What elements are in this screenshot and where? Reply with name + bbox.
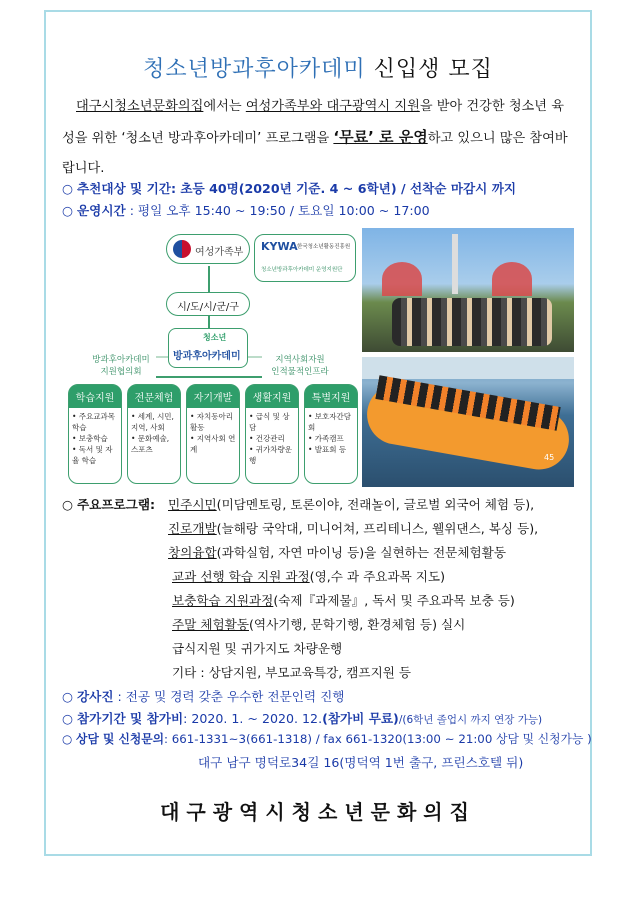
academy-top: 청소년 [203,333,227,342]
korea-emblem-icon [173,240,191,258]
category-item: • 자치동아리 활동 [190,412,234,432]
program-line [168,494,534,513]
intro-org: 대구시청소년문화의집 [76,99,204,114]
academy-main: 방과후아카데미 [173,351,241,362]
program-line [172,566,445,585]
program-line [168,518,538,537]
bullet: ○ [62,181,73,196]
category-item: • 보호자간담회 [308,412,352,432]
program-detail: (숙제『과제물』, 독서 및 주요과목 보충 등) [273,593,515,608]
kywa-sub1: 한국청소년활동진흥원 [297,244,351,250]
category-head: 특별지원 [305,385,357,408]
staff-value: : 전공 및 경력 갖춘 우수한 전문인력 진행 [113,689,345,704]
program-detail: (영,수 과 주요과목 지도) [309,569,446,584]
category-item: • 지역사회 연계 [190,434,236,454]
category-item: • 가족캠프 [308,434,344,443]
time-key: 운영시간 [77,203,126,218]
title-recruit: 신입생 모집 [365,57,493,82]
support-council-label: 방과후아카데미 지원협의회 [86,354,156,378]
kywa-sub2: 청소년방과후아카데미 운영지원단 [261,267,343,273]
intro-text-3: 하고 있으니 많은 참여바랍니다. [62,131,568,176]
program-topic: 보충학습 지원과정 [172,593,274,608]
heart-sculpture [492,262,532,296]
shore [362,357,574,379]
program-detail: (역사기행, 문학기행, 환경체험 등) 실시 [249,617,466,632]
category-item: • 문화예술, 스포츠 [131,434,170,454]
ministry-box [166,234,250,264]
program-key-line: ○ 주요프로그램: [62,497,156,512]
students-group [392,298,552,346]
category-head: 전문체험 [128,385,180,408]
intro-support: 여성가족부와 대구광역시 지원 [245,99,420,114]
category-item: • 세계, 시민, 지역, 사회 [131,412,174,432]
target-line [62,178,516,197]
intro-free: ‘무료’ 로 운영 [333,128,428,146]
program-detail: (미담멘토링, 토론이야, 전래놀이, 글로벌 외국어 체험 등), [216,497,535,512]
academy-box [168,328,248,368]
category-item: • 독서 및 자율 학습 [72,445,113,465]
period-key: 참가기간 및 참가비 [77,711,184,726]
program-detail: 급식지원 및 귀가지도 차량운행 [172,641,343,656]
local-gov-label: 시/도/시/군/구 [177,302,239,313]
category-item: • 보충학습 [72,434,108,443]
program-diagram [66,226,356,488]
contact-line [62,730,592,747]
intro-paragraph [62,92,574,184]
category-item: • 주요교과목 학습 [72,412,116,432]
kywa-logo: KYWA [261,240,298,253]
program-topic: 민주시민 [168,497,217,512]
ministry-name: 여성가족부 [195,247,244,258]
period-fee: (참가비 무료) [322,711,399,726]
period-line [62,708,542,727]
category-card [127,384,181,484]
program-topic: 진로개발 [168,521,217,536]
boat-number: 45 [544,453,555,462]
time-value: : 평일 오후 15:40 ~ 19:50 / 토요일 10:00 ~ 17:00 [125,203,430,218]
community-resource-label: 지역사회자원 인적물적인프라 [262,354,338,378]
program-line [172,662,411,681]
category-item: • 발표회 등 [308,445,347,454]
organization-footer: 대구광역시청소년문화의집 [160,800,476,824]
category-item: • 급식 및 상담 [249,412,290,432]
heart-sculpture [382,262,422,296]
category-item: • 건강관리 [249,434,285,443]
program-line [168,542,506,561]
intro-text-1: 에서는 [203,99,246,114]
category-card [186,384,240,484]
tower-shape [452,234,458,294]
category-head: 자기개발 [187,385,239,408]
program-line [172,638,342,657]
program-key: 주요프로그램 [77,497,151,512]
program-line [172,614,465,633]
contact-address: 대구 남구 명덕로34길 16(명덕역 1번 출구, 프린스호텔 뒤) [198,755,524,770]
target-key: 추천대상 및 기간 [77,181,171,196]
program-line [172,590,515,609]
staff-line [62,686,344,705]
bullet: ○ [62,203,73,218]
category-item: • 귀가차량운행 [249,445,293,465]
category-head: 생활지원 [246,385,298,408]
category-card [68,384,122,484]
period-extension: /(6학년 졸업시 까지 연장 가능) [398,714,543,726]
period-value: : 2020. 1. ~ 2020. 12. [183,711,323,726]
time-line [62,200,430,219]
bullet: ○ [62,497,73,512]
banana-boat-photo [362,357,574,487]
bullet: ○ [62,711,73,726]
category-card [304,384,358,484]
program-topic: 주말 체험활동 [172,617,249,632]
intro-text-2: 을 받아 건강한 청소년 육성을 위한 ‘청소년 방과후아카데미’ 프로그램을 [62,99,564,146]
bullet: ○ [62,689,73,704]
category-card [245,384,299,484]
local-gov-box [166,292,250,316]
program-topic: 교과 선행 학습 지원 과정 [172,569,310,584]
title-program: 청소년방과후아카데미 [143,57,366,82]
program-topic: 창의융합 [168,545,217,560]
kywa-box [254,234,356,282]
contact-key: 상담 및 신청문의 [76,732,165,746]
target-value: : 초등 40명(2020년 기준. 4 ~ 6학년) / 선착순 마감시 까지 [170,181,517,196]
program-detail: 기타 : 상담지원, 부모교육특강, 캠프지원 등 [172,665,412,680]
bullet: ○ [62,732,73,746]
contact-value: : 661-1331~3(661-1318) / fax 661-1320(13:00 ~ 21:00 상담 및 신청가능 ) [164,732,592,746]
category-head: 학습지원 [69,385,121,408]
program-detail: (늘해랑 국악대, 미니어쳐, 프리테니스, 웰위댄스, 복싱 등), [216,521,539,536]
program-detail: (과학실험, 자연 마이닝 등)을 실현하는 전문체험활동 [216,545,506,560]
group-photo [362,228,574,352]
staff-key: 강사진 [77,689,114,704]
page-title [0,52,636,83]
